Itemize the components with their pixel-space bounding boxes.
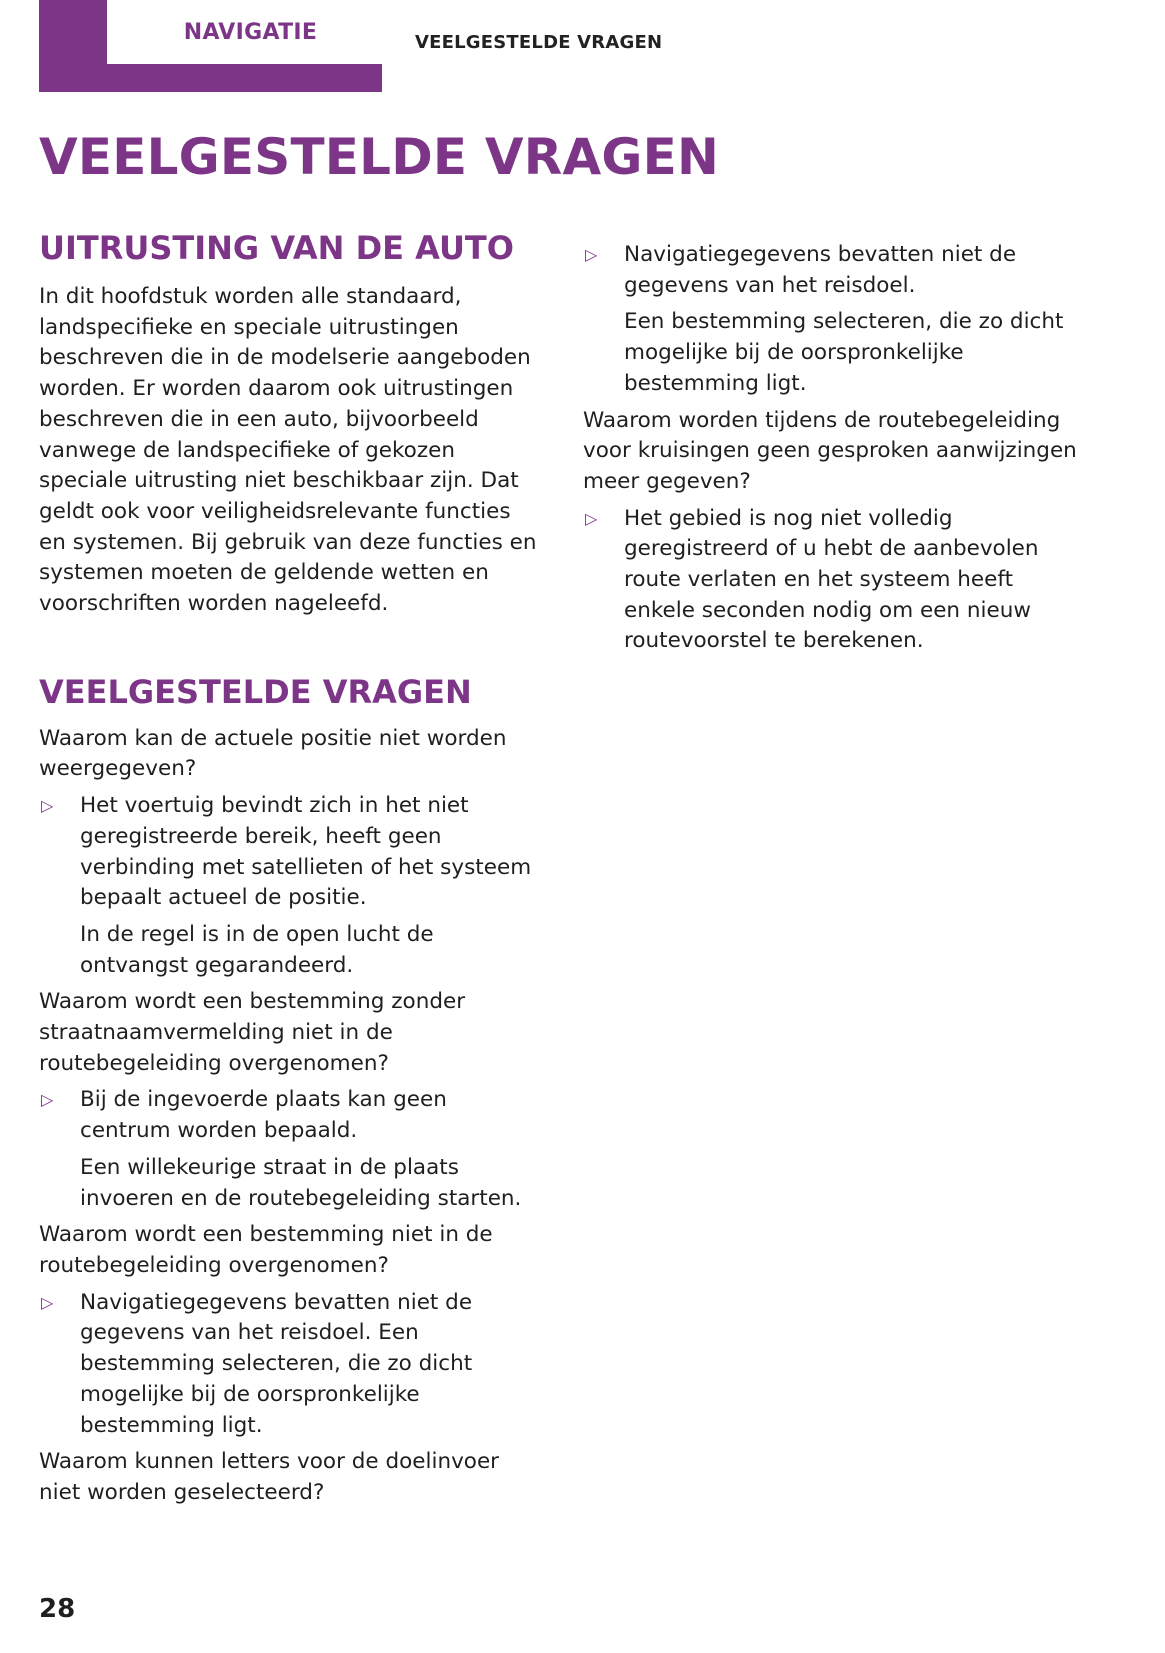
triangle-bullet-icon: ▷ [41, 1292, 54, 1312]
page-number: 28 [39, 1594, 76, 1624]
faq-answer-note: Een bestemming selecteren, die zo dicht mogelijke bij de oorspronkelijke bestemming ligt. [624, 309, 1064, 396]
faq-answer-note: In de regel is in de open lucht de ontvangst gegarandeerd. [80, 921, 434, 978]
faq-list [39, 724, 539, 1509]
faq-answer-text: Navigatiegegevens bevatten niet de gegevens van het reisdoel. [624, 242, 1017, 298]
faq-answer-note: Een willekeurige straat in de plaats invoeren en de routebegeleiding starten. [80, 1154, 522, 1211]
running-header: VEELGESTELDE VRAGEN [415, 32, 663, 53]
equipment-heading: UITRUSTING VAN DE AUTO [39, 229, 514, 267]
triangle-bullet-icon: ▷ [585, 245, 598, 264]
faq-answer-text: Het gebied is nog niet volledig geregistreerd of u hebt de aanbevolen route verlaten en het systeem heeft enkele seconden nodig om een nieuw routevoorstel te berekenen. [624, 505, 1039, 654]
triangle-bullet-icon: ▷ [41, 796, 54, 816]
left-column [39, 228, 539, 1515]
faq-answer [583, 240, 1083, 400]
equipment-paragraph: In dit hoofdstuk worden alle standaard, landspecifieke en speciale uitrustingen beschreven die in de modelserie aangeboden worden. Er worden daarom ook uitrustingen beschreven die in een auto, bijvoorbeeld vanwege de landspecifieke of gekozen speciale uitrusting niet beschikbaar zijn. Dat geldt ook voor veiligheidsrelevante functies en systemen. Bij gebruik van deze functies en systemen moeten de geldende wetten en voorschriften worden nageleefd. [39, 284, 537, 617]
faq-answer [39, 1288, 539, 1442]
faq-answer-text: Navigatiegegevens bevatten niet de gegevens van het reisdoel. Een bestemming selecteren, die zo dicht mogelijke bij de oorspronkelijke bestemming ligt. [80, 1289, 473, 1438]
faq-question: Waarom wordt een bestemming niet in de routebegeleiding overgenomen? [39, 1222, 493, 1278]
chapter-label: NAVIGATIE [183, 19, 318, 45]
triangle-bullet-icon: ▷ [41, 1090, 54, 1110]
faq-answer [39, 791, 539, 981]
faq-answer-text: Het voertuig bevindt zich in het niet geregistreerde bereik, heeft geen verbinding met satellieten of het systeem bepaalt actueel de positie. [80, 793, 532, 911]
page-title: VEELGESTELDE VRAGEN [39, 128, 719, 186]
faq-answer-text: Bij de ingevoerde plaats kan geen centrum worden bepaald. [80, 1087, 447, 1144]
faq-answer [39, 1085, 539, 1214]
faq-question: Waarom kan de actuele positie niet worden weergegeven? [39, 725, 507, 782]
faq-answer [583, 504, 1083, 658]
faq-question: Waarom worden tijdens de routebegeleiding voor kruisingen geen gesproken aanwijzingen meer gegeven? [583, 407, 1077, 494]
faq-heading: VEELGESTELDE VRAGEN [39, 672, 472, 711]
header-tab [39, 0, 382, 92]
triangle-bullet-icon: ▷ [585, 508, 598, 528]
header-tab-inner [107, 0, 394, 64]
faq-question: Waarom kunnen letters voor de doelinvoer niet worden geselecteerd? [39, 1449, 500, 1505]
faq-question: Waarom wordt een bestemming zonder straatnaamvermelding niet in de routebegeleiding overgenomen? [39, 989, 466, 1076]
right-column [583, 240, 1083, 663]
